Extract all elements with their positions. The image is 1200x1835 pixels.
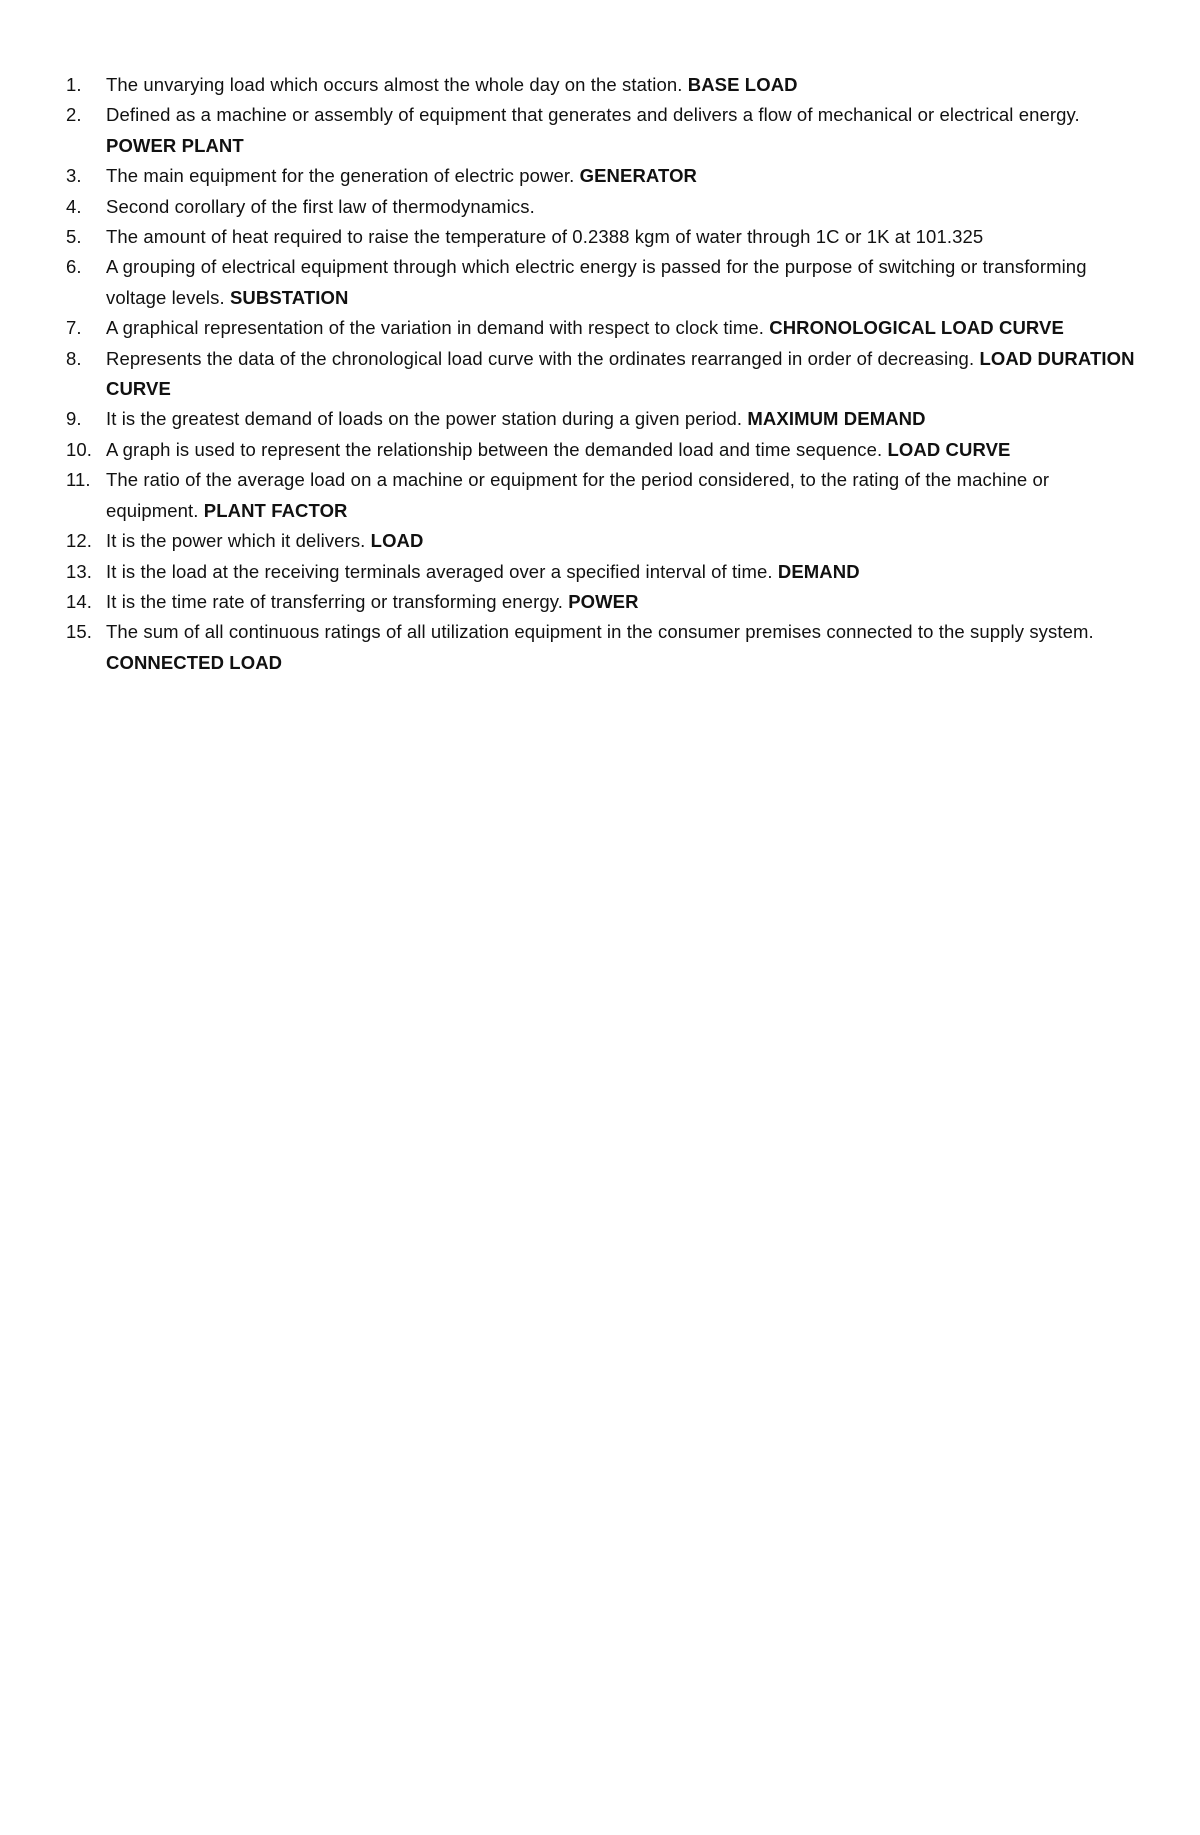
list-item bbox=[66, 344, 1136, 405]
item-text: The sum of all continuous ratings of all utilization equipment in the consumer premises connected to the supply system. bbox=[106, 621, 1094, 643]
list-item bbox=[66, 404, 1136, 434]
item-body bbox=[106, 465, 1136, 526]
item-text: The unvarying load which occurs almost the whole day on the station. bbox=[106, 74, 683, 95]
list-item bbox=[66, 557, 1136, 587]
item-text: It is the greatest demand of loads on the power station during a given period. bbox=[106, 408, 743, 430]
item-number: 2. bbox=[66, 104, 82, 126]
item-number: 7. bbox=[66, 317, 82, 339]
item-number: 13. bbox=[66, 560, 93, 582]
item-text: Represents the data of the chronological load curve with the ordinates rearranged in order of decreasing. bbox=[106, 347, 975, 369]
list-item bbox=[66, 465, 1136, 526]
list-item bbox=[66, 313, 1136, 343]
item-text: It is the time rate of transferring or transforming energy. bbox=[106, 590, 563, 612]
list-item bbox=[66, 587, 1136, 617]
item-body bbox=[106, 222, 1136, 252]
item-answer: LOAD bbox=[370, 530, 424, 552]
item-body bbox=[106, 557, 1136, 587]
item-number: 11. bbox=[66, 469, 91, 491]
item-text: It is the power which it delivers. bbox=[106, 530, 366, 552]
item-answer: MAXIMUM DEMAND bbox=[747, 408, 926, 430]
item-number: 9. bbox=[66, 408, 82, 430]
item-number: 12. bbox=[66, 530, 93, 552]
item-answer: DEMAND bbox=[777, 560, 860, 582]
item-number: 5. bbox=[66, 226, 82, 248]
item-body bbox=[106, 435, 1136, 465]
item-body bbox=[106, 587, 1136, 617]
list-item bbox=[66, 252, 1136, 313]
item-number: 14. bbox=[66, 590, 93, 612]
item-number: 10. bbox=[66, 438, 93, 460]
item-answer: POWER bbox=[568, 590, 639, 612]
item-answer: PLANT FACTOR bbox=[203, 499, 348, 521]
item-text: The main equipment for the generation of electric power. bbox=[106, 165, 575, 187]
item-text: A grouping of electrical equipment through which electric energy is passed for the purpose of switching or transforming voltage levels. bbox=[106, 256, 1087, 308]
item-answer: CHRONOLOGICAL LOAD CURVE bbox=[769, 317, 1064, 339]
item-number: 3. bbox=[66, 165, 82, 187]
item-body bbox=[106, 526, 1136, 556]
item-number: 4. bbox=[66, 195, 82, 217]
item-body bbox=[106, 344, 1136, 405]
item-text: The ratio of the average load on a machine or equipment for the period considered, to the rating of the machine or equipment. bbox=[106, 469, 1050, 521]
item-answer: CONNECTED LOAD bbox=[106, 651, 283, 673]
item-text: Defined as a machine or assembly of equipment that generates and delivers a flow of mechanical or electrical energy. bbox=[106, 104, 1080, 126]
item-number: 1. bbox=[66, 74, 82, 95]
item-answer: SUBSTATION bbox=[229, 286, 349, 308]
item-text: The amount of heat required to raise the temperature of 0.2388 kgm of water through 1C or 1K at 101.325 bbox=[106, 226, 984, 248]
item-body bbox=[106, 70, 1136, 100]
item-number: 15. bbox=[66, 621, 93, 643]
item-body bbox=[106, 161, 1136, 191]
item-answer: POWER PLANT bbox=[106, 134, 244, 156]
list-item bbox=[66, 435, 1136, 465]
item-text: A graph is used to represent the relationship between the demanded load and time sequence. bbox=[106, 438, 883, 460]
item-body bbox=[106, 192, 1136, 222]
item-answer: LOAD CURVE bbox=[887, 438, 1011, 460]
list-item bbox=[66, 526, 1136, 556]
item-text: A graphical representation of the variation in demand with respect to clock time. bbox=[106, 317, 765, 339]
list-item bbox=[66, 161, 1136, 191]
item-body bbox=[106, 404, 1136, 434]
item-body bbox=[106, 252, 1136, 313]
item-body bbox=[106, 617, 1136, 678]
list-item bbox=[66, 222, 1136, 252]
list-item bbox=[66, 100, 1136, 161]
item-number: 8. bbox=[66, 347, 82, 369]
question-answer-list bbox=[66, 70, 1136, 678]
item-body bbox=[106, 100, 1136, 161]
item-answer: GENERATOR bbox=[579, 165, 698, 187]
item-answer: LOAD DURATION CURVE bbox=[106, 347, 1135, 400]
item-answer: BASE LOAD bbox=[687, 74, 798, 95]
list-item bbox=[66, 70, 1136, 100]
item-text: It is the load at the receiving terminals averaged over a specified interval of time. bbox=[106, 560, 773, 582]
list-item bbox=[66, 192, 1136, 222]
list-item bbox=[66, 617, 1136, 678]
item-text: Second corollary of the first law of thermodynamics. bbox=[106, 195, 535, 217]
item-number: 6. bbox=[66, 256, 82, 278]
item-body bbox=[106, 313, 1136, 343]
